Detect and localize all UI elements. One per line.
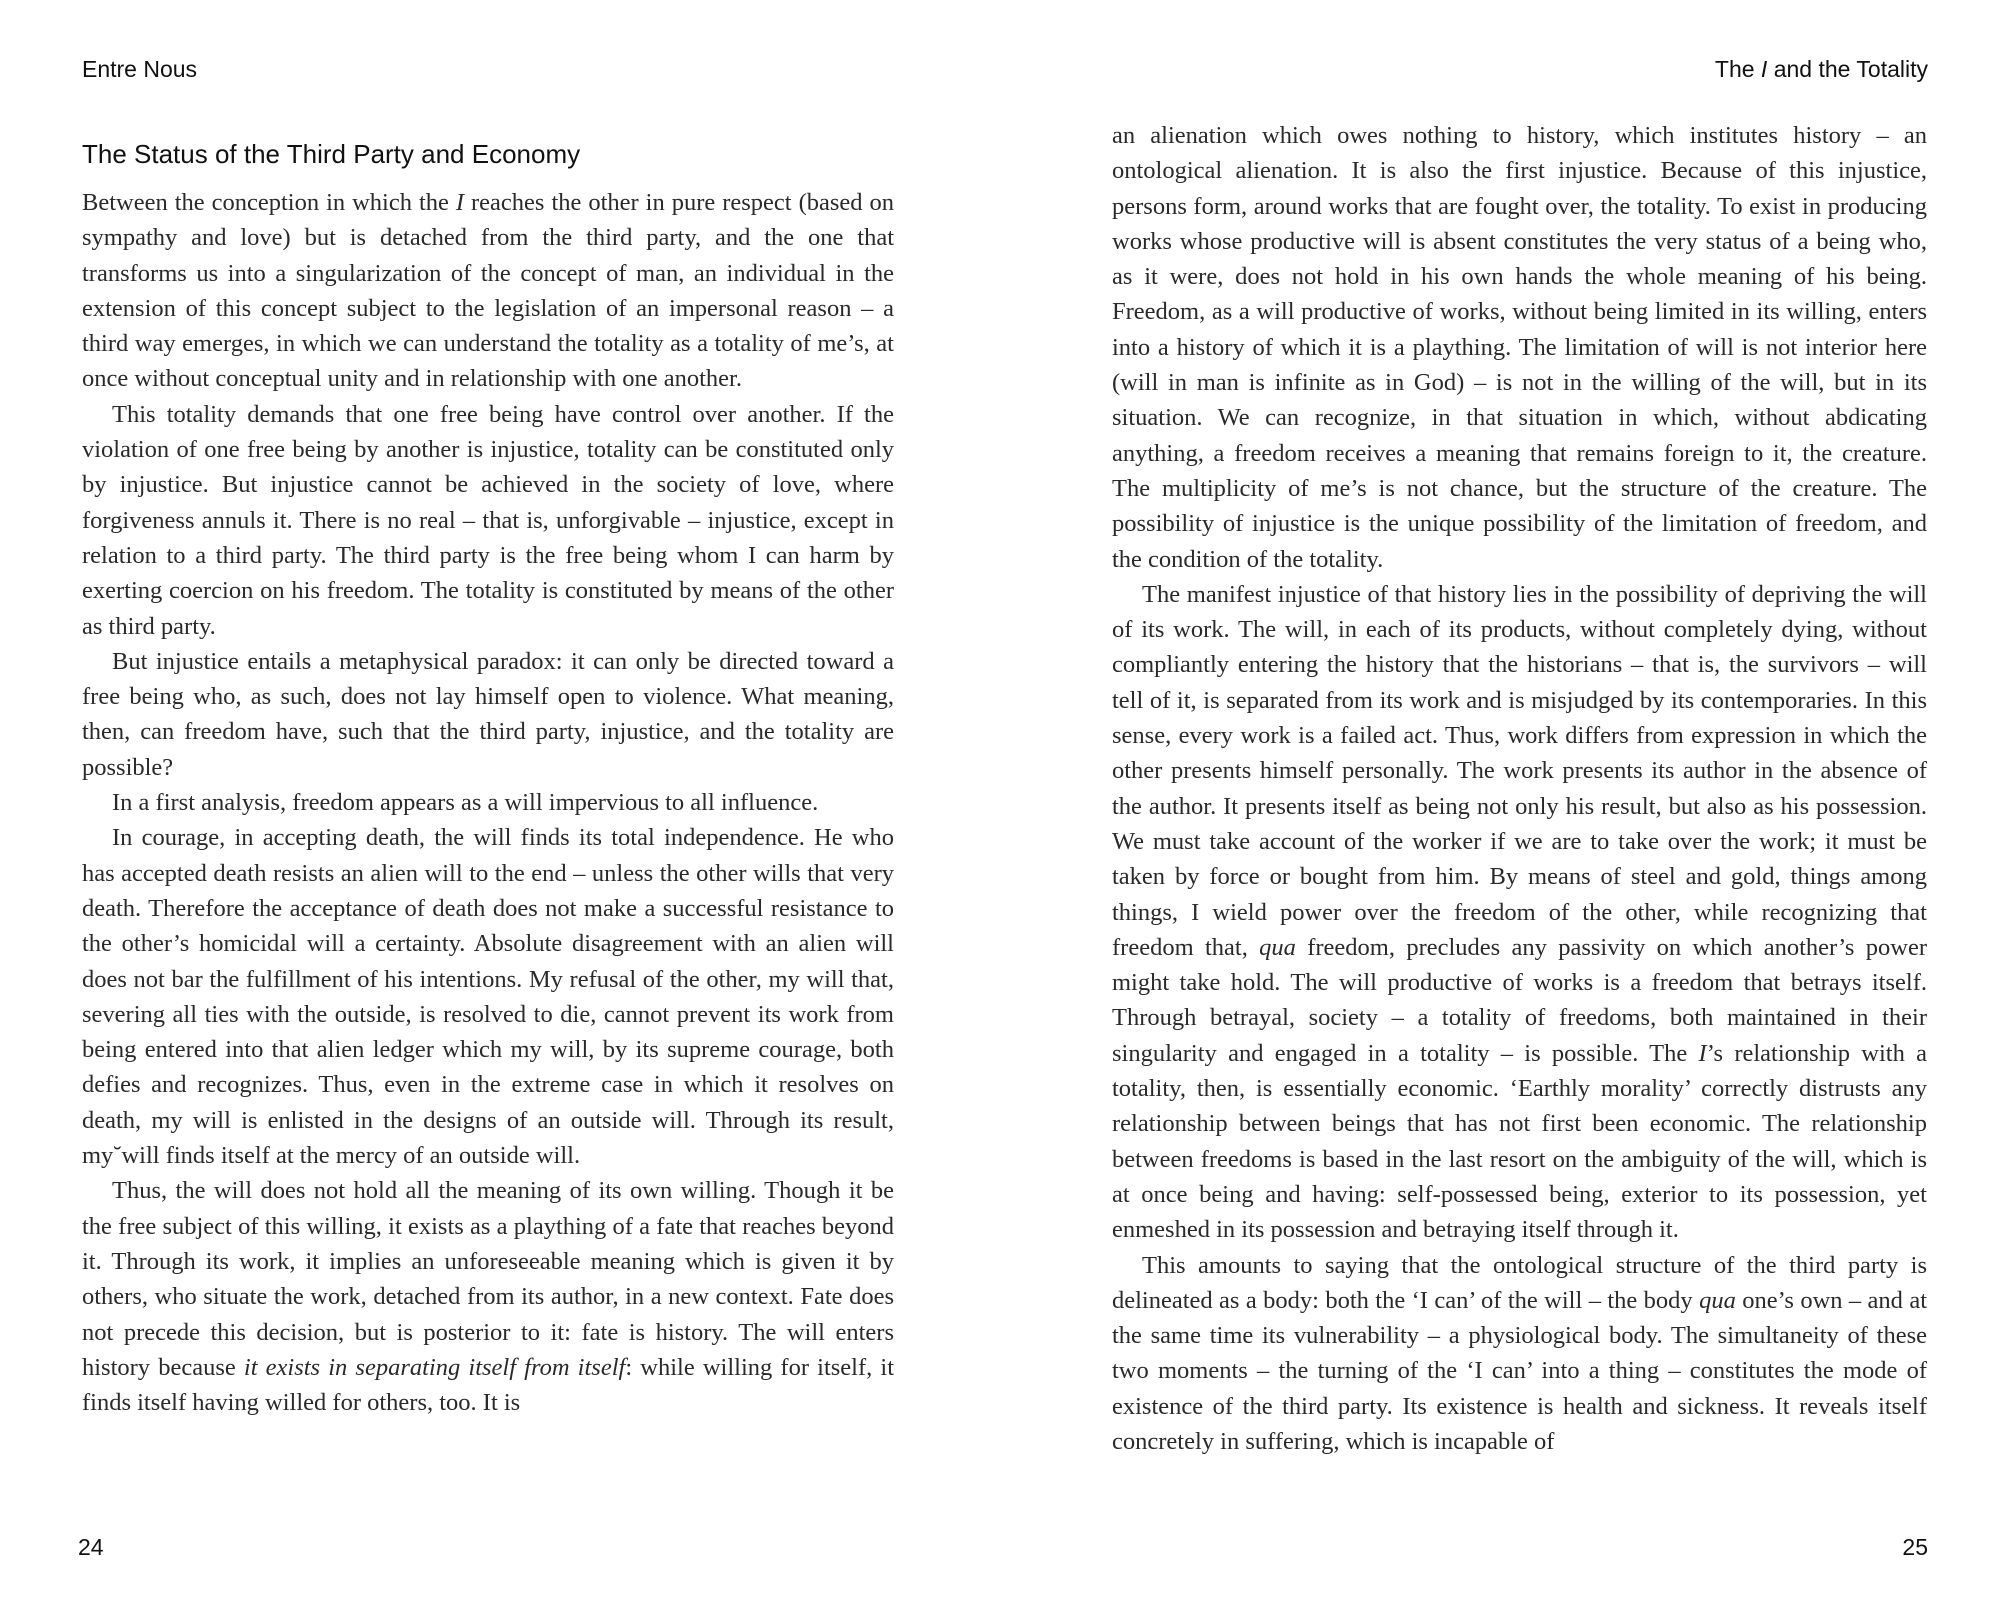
paragraph: an alienation which owes nothing to history, which institutes history – an ontological alienation. It is also the first injustice. Because of this injustice, persons form, around works that are fought over, the totality. To exist in producing works whose productive will is absent constitutes the very status of a being who, as it were, does not hold in his own hands the whole meaning of his being. Freedom, as a will productive of works, without being limited in its willing, enters into a history of which it is a plaything. The limitation of will is not interior here (will in man is infinite as in God) – is not in the willing of the will, but in its situation. We can recognize, in that situation in which, without abdicating anything, a freedom receives a meaning that remains foreign to it, the creature. The multiplicity of me’s is not chance, but the structure of the creature. The possibility of injustice is the unique possibility of the limitation of freedom, and the condition of the totality. bbox=[1112, 122, 1927, 573]
running-head-left: Entre Nous bbox=[82, 56, 198, 82]
left-body-text bbox=[82, 185, 894, 1420]
paragraph: In courage, in accepting death, the will finds its total independence. He who has accepted death resists an alien will to the end – unless the other wills that very death. Therefore the acceptance of death does not make a successful resistance to the other’s homicidal will a certainty. Absolute disagreement with an alien will does not bar the fulfillment of his intentions. My refusal of the other, my will that, severing all ties with the outside, is resolved to die, cannot prevent its work from being entered into that alien ledger which my will, by its supreme courage, both defies and recognizes. Thus, even in the extreme case in which it resolves on death, my will is enlisted in the designs of an outside will. Through its result, my˘will finds itself at the mercy of an outside will. bbox=[82, 824, 894, 1170]
paragraph: Between the conception in which the I reaches the other in pure respect (based on sympathy and love) but is detached from the third party, and the one that transforms us into a singularization of the concept of man, an individual in the extension of this concept subject to the legislation of an impersonal reason – a third way emerges, in which we can understand the totality as a totality of me’s, at once without conceptual unity and in relationship with one another. bbox=[82, 189, 894, 393]
right-page bbox=[1000, 0, 2000, 1621]
page-number-left: 24 bbox=[78, 1534, 104, 1560]
paragraph: This amounts to saying that the ontological structure of the third party is delineated as a body: both the ‘I can’ of the will – the body qua one’s own – and at the same time its vulnerability – a physiological body. The simultaneity of these two moments – the turning of the ‘I can’ into a thing – constitutes the mode of existence of the third party. Its existence is health and sickness. It reveals itself concretely in suffering, which is incapable of bbox=[1112, 1251, 1927, 1455]
paragraph: Thus, the will does not hold all the meaning of its own willing. Though it be the free subject of this willing, it exists as a plaything of a fate that reaches beyond it. Through its work, it implies an unforeseeable meaning which is given it by others, who situate the work, detached from its author, in a new context. Fate does not precede this decision, but is posterior to it: fate is history. The will enters history because it exists in separating itself from itself: while willing for itself, it finds itself having willed for others, too. It is bbox=[82, 1177, 895, 1417]
paragraph: This totality demands that one free being have control over another. If the violation of one free being by another is injustice, totality can be constituted only by injustice. But injustice cannot be achieved in the society of love, where forgiveness annuls it. There is no real – that is, unforgivable – injustice, except in relation to a third party. The third party is the free being whom I can harm by exerting coercion on his freedom. The totality is constituted by means of the other as third party. bbox=[82, 400, 894, 640]
paragraph: But injustice entails a metaphysical paradox: it can only be directed toward a free being who, as such, does not lay himself open to violence. What meaning, then, can freedom have, such that the third party, injustice, and the totality are possible? bbox=[82, 647, 894, 781]
paragraph: In a first analysis, freedom appears as a will impervious to all influence. bbox=[112, 789, 819, 817]
right-body-text bbox=[1112, 118, 1927, 1459]
section-title: The Status of the Third Party and Economy bbox=[82, 138, 581, 169]
page-number-right: 25 bbox=[1902, 1534, 1928, 1560]
paragraph: The manifest injustice of that history lies in the possibility of depriving the will of its work. The will, in each of its products, without completely dying, without compliantly entering the history that the historians – that is, the survivors – will tell of it, is separated from its work and is misjudged by its contemporaries. In this sense, every work is a failed act. Thus, work differs from expression in which the other presents himself personally. The work presents its author in the absence of the author. It presents itself as being not only his result, but also as his possession. We must take account of the worker if we are to take over the work; it must be taken by force or bought from him. By means of steel and gold, things among things, I wield power over the freedom of the other, while recognizing that freedom that, qua freedom, precludes any passivity on which another’s power might take hold. The will productive of works is a freedom that betrays itself. Through betrayal, society – a totality of freedoms, both maintained in their singularity and engaged in a totality – is possible. The I’s relationship with a totality, then, is essentially economic. ‘Earthly morality’ correctly distrusts any relationship between beings that has not first been economic. The relationship between freedoms is based in the last resort on the ambiguity of the will, which is at once being and having: self-possessed being, exterior to its possession, yet enmeshed in its possession and betraying itself through it. bbox=[1112, 580, 1927, 1244]
running-head-right: The I and the Totality bbox=[1714, 56, 1928, 82]
